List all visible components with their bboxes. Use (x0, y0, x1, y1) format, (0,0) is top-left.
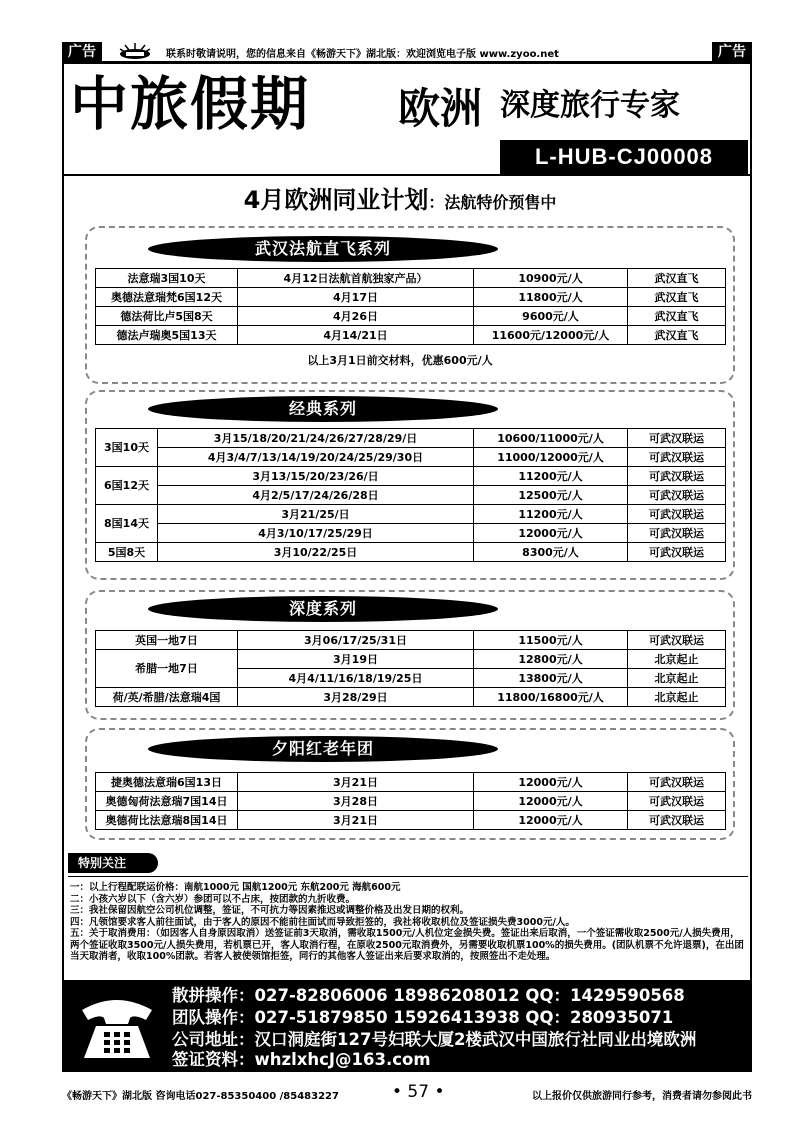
header-divider (62, 174, 752, 176)
term-item: 一：以上行程配联运价格：南航1000元 国航1200元 东航200元 海航600元 (70, 882, 401, 893)
departure-cell: 武汉直飞 (628, 288, 726, 307)
departure-cell: 北京起止 (628, 650, 726, 669)
departure-cell: 可武汉联运 (628, 543, 726, 562)
table-deep (95, 630, 726, 707)
price-cell: 13800元/人 (474, 669, 628, 688)
date-cell: 3月15/18/20/21/24/26/27/28/29/日 (158, 429, 474, 448)
route-cell: 德法荷比卢5国8天 (96, 307, 238, 326)
table-row (96, 688, 726, 707)
section-title-wuhan: 武汉法航直飞系列 (148, 236, 498, 262)
date-cell: 4月26日 (238, 307, 474, 326)
departure-cell: 可武汉联运 (628, 486, 726, 505)
price-cell: 12000元/人 (474, 792, 628, 811)
term-item: 四：凡领馆要求客人前往面试，由于客人的原因不能前往面试而导致拒签的，我社将收取机位及签证损失费3000元/人。 (70, 916, 575, 928)
term-item: 三：我社保留因航空公司机位调整，签证，不可抗力等因素推迟或调整价格及出发日期的权利。 (70, 905, 470, 916)
plan-title-sub: ：法航特价预售中 (428, 193, 557, 212)
date-cell: 4月2/5/17/24/26/28日 (158, 486, 474, 505)
price-cell: 10600/11000元/人 (474, 429, 628, 448)
visa-email: 签证资料：whzlxhcJ@163.com (172, 1050, 431, 1069)
section-title-classic: 经典系列 (148, 396, 498, 422)
magazine-logo-icon (118, 42, 152, 60)
price-cell: 11500元/人 (474, 631, 628, 650)
price-cell: 12000元/人 (474, 811, 628, 830)
table-wuhan (95, 268, 726, 345)
table-row (96, 650, 726, 669)
table-row (96, 631, 726, 650)
price-cell: 10900元/人 (474, 269, 628, 288)
departure-cell: 可武汉联运 (628, 505, 726, 524)
date-cell: 4月12日法航首航独家产品） (238, 269, 474, 288)
top-bar (62, 42, 752, 62)
table-row (96, 326, 726, 345)
ad-tag-right: 广告 (712, 42, 752, 62)
footer-disclaimer: 以上报价仅供旅游同行参考，消费者请勿参阅此书 (532, 1091, 752, 1102)
route-cell: 英国一地7日 (96, 631, 238, 650)
section-title-sunset: 夕阳红老年团 (148, 736, 498, 762)
page-number: • 57 • (392, 1082, 445, 1102)
price-cell: 11600元/12000元/人 (474, 326, 628, 345)
table-row (96, 505, 726, 524)
route-cell: 6国12天 (96, 467, 158, 505)
table-row (96, 811, 726, 830)
route-cell: 荷/英/希腊/法意瑞4国 (96, 688, 238, 707)
date-cell: 3月10/22/25日 (158, 543, 474, 562)
date-cell: 4月14/21日 (238, 326, 474, 345)
price-cell: 12000元/人 (474, 773, 628, 792)
route-cell: 希腊一地7日 (96, 650, 238, 688)
page-footer (62, 1082, 752, 1102)
route-cell: 8国14天 (96, 505, 158, 543)
table-row (96, 524, 726, 543)
date-cell: 3月21/25/日 (158, 505, 474, 524)
departure-cell: 北京起止 (628, 688, 726, 707)
route-cell: 5国8天 (96, 543, 158, 562)
price-cell: 11200元/人 (474, 505, 628, 524)
departure-cell: 武汉直飞 (628, 326, 726, 345)
departure-cell: 可武汉联运 (628, 467, 726, 486)
slogan: 深度旅行专家 (500, 88, 680, 123)
team-contact: 团队操作：027-51879850 15926413938 QQ：280935071 (172, 1008, 674, 1027)
table-row (96, 792, 726, 811)
route-cell: 3国10天 (96, 429, 158, 467)
ad-tag-left: 广告 (62, 42, 102, 62)
table-row (96, 486, 726, 505)
date-cell: 3月21日 (238, 773, 474, 792)
price-cell: 12500元/人 (474, 486, 628, 505)
departure-cell: 可武汉联运 (628, 448, 726, 467)
price-cell: 11800/16800元/人 (474, 688, 628, 707)
plan-title (0, 180, 800, 215)
date-cell: 3月21日 (238, 811, 474, 830)
top-notice: 联系时敬请说明，您的信息来自《畅游天下》湖北版：欢迎浏览电子版 www.zyoo.net (166, 49, 559, 60)
table-row (96, 307, 726, 326)
departure-cell: 武汉直飞 (628, 307, 726, 326)
table-row (96, 773, 726, 792)
price-cell: 11200元/人 (474, 467, 628, 486)
date-cell: 3月06/17/25/31日 (238, 631, 474, 650)
telephone-icon (76, 988, 158, 1064)
date-cell: 3月13/15/20/23/26/日 (158, 467, 474, 486)
contact-block (62, 980, 752, 1072)
license-code: L-HUB-CJ00008 (500, 140, 748, 174)
brand-name: 中旅假期 (70, 70, 311, 138)
price-cell: 12000元/人 (474, 524, 628, 543)
wuhan-discount-note: 以上3月1日前交材料，优惠600元/人 (307, 354, 493, 367)
departure-cell: 可武汉联运 (628, 524, 726, 543)
terms-list (70, 882, 745, 963)
table-row (96, 269, 726, 288)
date-cell: 3月28日 (238, 792, 474, 811)
section-title-deep: 深度系列 (148, 596, 498, 622)
route-cell: 德法卢瑞奥5国13天 (96, 326, 238, 345)
date-cell: 4月4/11/16/18/19/25日 (238, 669, 474, 688)
price-cell: 11000/12000元/人 (474, 448, 628, 467)
route-cell: 奥德荷比法意瑞8国14日 (96, 811, 238, 830)
route-cell: 奥德法意瑞梵6国12天 (96, 288, 238, 307)
term-item: 五：关于取消费用：（如因客人自身原因取消）送签证前3天取消，需收取1500元/人机位定金损失费。签证出来后取消，一个签证需收取2500元/人损失费用，两个签证收取3500元/人损失费用，若机票已开，客人取消行程，在原收2500元取消费外，另需要收取机票100%的损失费用。(团队机票不允许退票)，在出团当天取消者，收取100%团款。若客人被使领馆拒签，同行的其他客人签证出来后要求取消的，按照签出不走处理。 (70, 928, 744, 962)
departure-cell: 可武汉联运 (628, 631, 726, 650)
route-cell: 奥德匈荷法意瑞7国14日 (96, 792, 238, 811)
table-sunset (95, 772, 726, 830)
footer-publication: 《畅游天下》湖北版 咨询电话027-85350400 /85483227 (62, 1091, 339, 1102)
special-notes-label: 特别关注 (68, 853, 158, 873)
table-classic (95, 428, 726, 562)
departure-cell: 可武汉联运 (628, 792, 726, 811)
date-cell: 3月28/29日 (238, 688, 474, 707)
departure-cell: 可武汉联运 (628, 811, 726, 830)
route-cell: 捷奥德法意瑞6国13日 (96, 773, 238, 792)
date-cell: 4月3/4/7/13/14/19/20/24/25/29/30日 (158, 448, 474, 467)
brand-region: 欧洲 (398, 84, 483, 133)
table-row (96, 448, 726, 467)
term-item: 二：小孩六岁以下（含六岁）参团可以不占床，按团款的九折收费。 (70, 893, 356, 905)
table-row (96, 288, 726, 307)
date-cell: 4月3/10/17/25/29日 (158, 524, 474, 543)
company-address: 公司地址：汉口洞庭街127号妇联大厦2楼武汉中国旅行社同业出境欧洲 (172, 1030, 697, 1049)
departure-cell: 可武汉联运 (628, 773, 726, 792)
date-cell: 4月17日 (238, 288, 474, 307)
scatter-contact: 散拼操作：027-82806006 18986208012 QQ：1429590568 (172, 986, 685, 1005)
plan-title-main: 4月欧洲同业计划 (243, 186, 429, 214)
table-row (96, 429, 726, 448)
price-cell: 8300元/人 (474, 543, 628, 562)
price-cell: 12800元/人 (474, 650, 628, 669)
departure-cell: 武汉直飞 (628, 269, 726, 288)
departure-cell: 北京起止 (628, 669, 726, 688)
table-row (96, 467, 726, 486)
route-cell: 法意瑞3国10天 (96, 269, 238, 288)
departure-cell: 可武汉联运 (628, 429, 726, 448)
price-cell: 9600元/人 (474, 307, 628, 326)
table-row (96, 543, 726, 562)
price-cell: 11800元/人 (474, 288, 628, 307)
special-divider (68, 876, 748, 877)
date-cell: 3月19日 (238, 650, 474, 669)
